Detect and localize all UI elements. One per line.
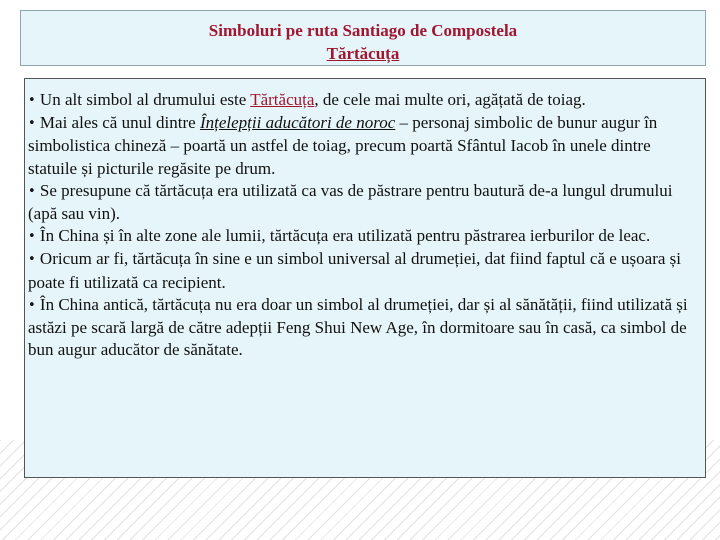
bullet-icon: • <box>28 252 36 268</box>
paragraph-1-text-end: , de cele mai multe ori, agățată de toiag. <box>314 90 586 109</box>
bullet-icon: • <box>28 229 36 245</box>
paragraph-1-text-start: Un alt simbol al drumului este <box>39 90 251 109</box>
bullet-icon: • <box>28 116 36 132</box>
content-box <box>24 78 706 478</box>
paragraph-3-text: Se presupune că tărtăcuța era utilizată ca vas de păstrare pentru bautură de-a lungul drumului (apă sau vin). <box>28 180 673 224</box>
highlight-term: Tărtăcuța <box>250 90 315 109</box>
slide-subtitle: Tărtăcuța <box>326 44 400 63</box>
bullet-paragraph-2 <box>28 112 701 180</box>
bullet-icon: • <box>28 297 36 313</box>
paragraph-5-text: Oricum ar fi, tărtăcuța în sine e un simbol universal al drumeției, dat fiind faptul că e ușoara și poate fi utilizată ca recipient. <box>28 249 681 292</box>
paragraph-2-text-end: – personaj simbolic de bunur augur în simbolistica chineză – poartă un astfel de toiag, precum poartă Sfântul Iacob în unele dintre statuile și picturile regăsite pe drum. <box>28 113 658 178</box>
bullet-icon: • <box>28 93 36 108</box>
paragraph-4-text: În China și în alte zone ale lumii, tărtăcuța era utilizată pentru păstrarea ierburilor de leac. <box>39 226 651 246</box>
bullet-paragraph-6 <box>28 294 701 362</box>
italic-reference: Înțelepții aducători de noroc <box>199 113 396 133</box>
bullet-paragraph-5 <box>28 248 701 293</box>
slide-title: Simboluri pe ruta Santiago de Compostela <box>208 21 518 40</box>
bullet-paragraph-3 <box>28 180 701 225</box>
bullet-icon: • <box>28 183 36 199</box>
title-box <box>20 10 706 66</box>
paragraph-2-text-start: Mai ales că unul dintre <box>39 113 200 133</box>
bullet-paragraph-1 <box>28 89 701 112</box>
paragraph-6-text: În China antică, tărtăcuța nu era doar un simbol al drumeției, dar și al sănătății, fiind utilizată și astăzi pe scară largă de către adepții Feng Shui New Age, în dormitoare sau în casă, ca simbol de bun augur aducător de sănătate. <box>28 294 688 360</box>
bullet-paragraph-4 <box>28 225 701 248</box>
